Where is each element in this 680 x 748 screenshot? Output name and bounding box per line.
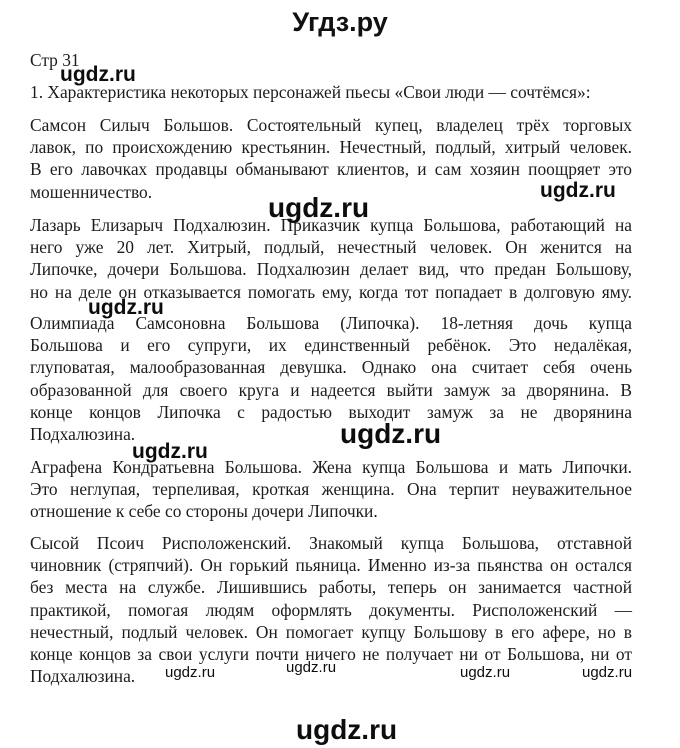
paragraph-line: без места на службе. Лишившись работы, теперь он занимается частной xyxy=(30,577,632,598)
watermark: ugdz.ru xyxy=(268,192,370,223)
paragraph-line: но на деле он отказывается помогать ему, когда тот попадает в долговую яму. xyxy=(30,281,632,302)
watermark: ugdz.ru xyxy=(340,418,442,449)
paragraph-line: чиновник (стряпчий). Он горький пьяница. Именно из-за пьянства он остался xyxy=(30,555,632,576)
paragraph-line: Подхалюзина. xyxy=(30,423,136,444)
paragraph-line: Подхалюзина. xyxy=(30,666,136,687)
paragraph-line: отношение к себе со стороны дочери Липочки. xyxy=(30,501,378,522)
paragraph-line: Это неглупая, терпеливая, кроткая женщина. Она терпит неуважительное xyxy=(30,479,632,500)
watermark: ugdz.ru xyxy=(60,63,136,86)
paragraph-line: лавок, по происхождению крестьянин. Нечестный, подлый, хитрый человек. xyxy=(30,137,632,158)
paragraph-line: конце концов за свои услуги почти ничего не получает ни от Большова, ни от xyxy=(30,643,632,664)
paragraph-line: Большова и его супруги, их единственный ребёнок. Это недалёкая, xyxy=(30,335,632,356)
site-title: Угдз.ру xyxy=(292,7,388,37)
paragraph-line: Липочке, дочери Большова. Подхалюзин делает вид, что предан Большову, xyxy=(30,259,632,280)
paragraph-line: него уже 20 лет. Хитрый, подлый, нечестный человек. Он женится на xyxy=(30,237,632,258)
character-paragraph-agrafena xyxy=(30,456,632,523)
paragraph-line: мошенничество. xyxy=(30,181,153,202)
character-paragraph-podkhalyuzin xyxy=(30,214,632,303)
watermark: ugdz.ru xyxy=(165,664,216,681)
watermark: ugdz.ru xyxy=(132,440,208,463)
paragraph-line: Самсон Силыч Большов. Состоятельный купец, владелец трёх торговых xyxy=(30,115,632,135)
paragraph-line: практикой, помогая людям оформлять документы. Рисположенский — xyxy=(30,599,632,620)
task-title: 1. Характеристика некоторых персонажей пьесы «Свои люди — сочтёмся»: xyxy=(30,82,591,102)
watermark: ugdz.ru xyxy=(540,179,616,202)
watermark: ugdz.ru xyxy=(296,714,398,745)
paragraph-line: Аграфена Кондратьевна Большова. Жена купца Большова и мать Липочки. xyxy=(30,457,632,477)
watermark: ugdz.ru xyxy=(286,659,337,676)
paragraph-line: Сысой Псоич Рисположенский. Знакомый купца Большова, отставной xyxy=(30,533,632,553)
page-reference: Стр 31 xyxy=(30,50,80,70)
watermark: ugdz.ru xyxy=(582,664,633,681)
paragraph-line: В его лавочках продавцы обманывают клиентов, и сам хозяин поощряет это xyxy=(30,159,632,180)
character-paragraph-lipochka xyxy=(30,312,632,445)
paragraph-line: глуповатая, малообразованная девушка. Однако она считает себя очень xyxy=(30,357,632,378)
paragraph-line: конце концов Липочка с радостью выходит замуж за не дворянина xyxy=(30,401,632,422)
watermark: ugdz.ru xyxy=(460,664,511,681)
paragraph-line: нечестный, подлый человек. Он помогает купцу Большову в его афере, но в xyxy=(30,621,632,642)
paragraph-line: Лазарь Елизарыч Подхалюзин. Приказчик купца Большова, работающий на xyxy=(30,215,632,235)
paragraph-line: образованной для своего круга и надеется выйти замуж за дворянина. В xyxy=(30,379,632,400)
watermark: ugdz.ru xyxy=(88,296,164,319)
paragraph-line: Олимпиада Самсоновна Большова (Липочка). 18-летняя дочь купца xyxy=(30,313,632,333)
